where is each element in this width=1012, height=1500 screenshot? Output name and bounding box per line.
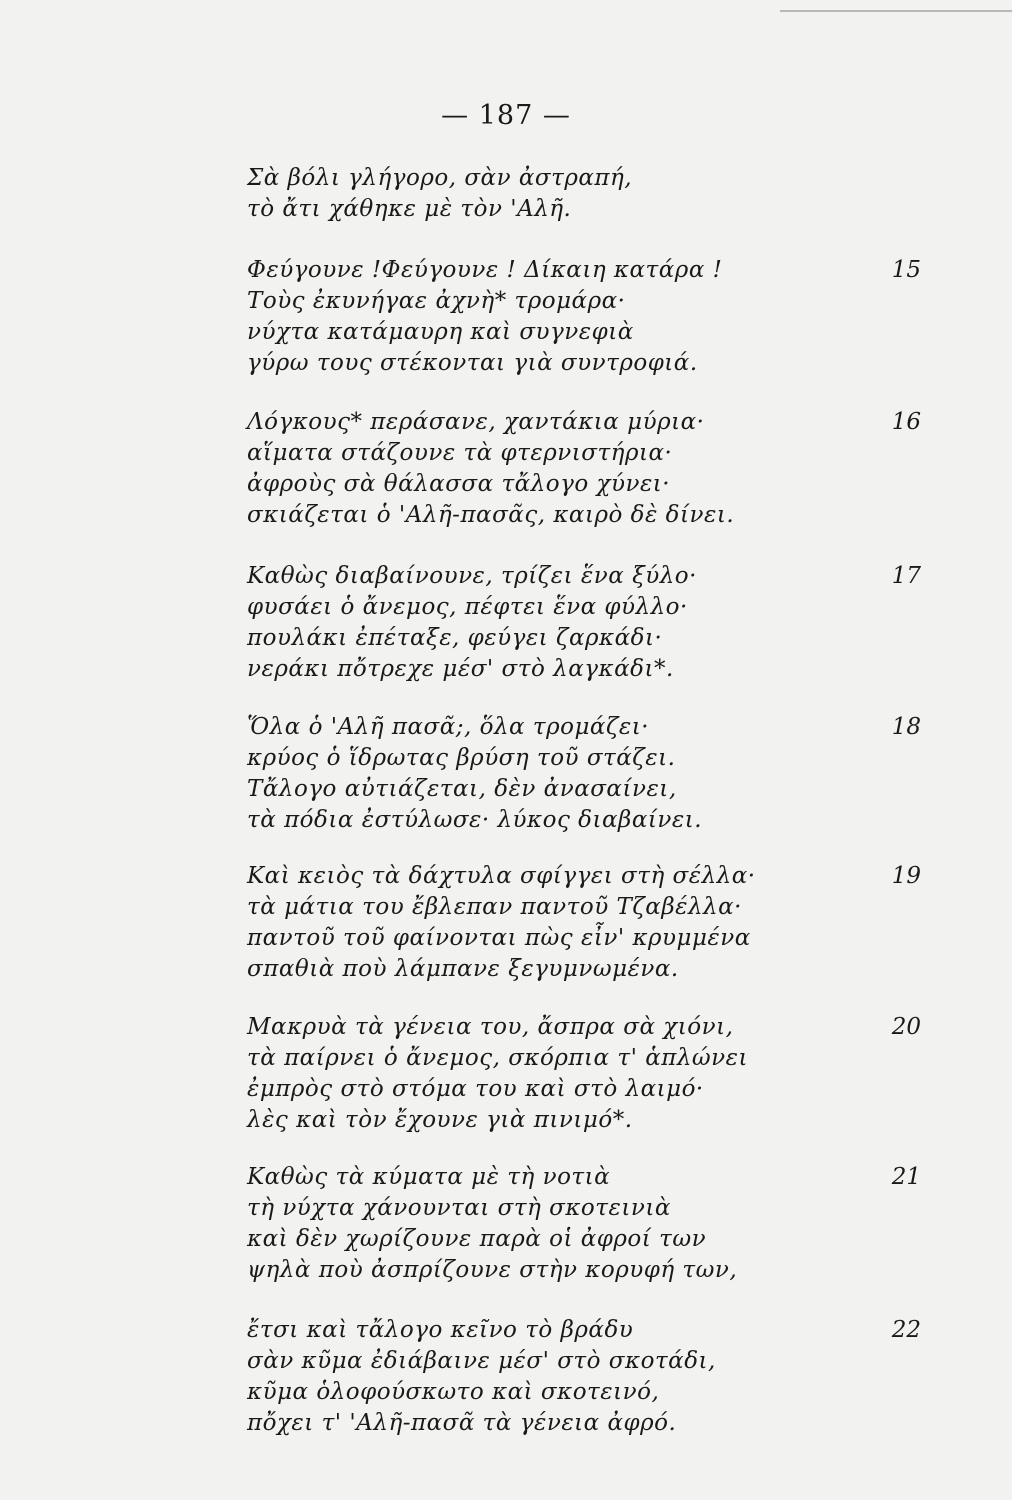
stanza-line: Μακρυὰ τὰ γένεια του, ἄσπρα σὰ χιόνι, — [247, 1014, 734, 1040]
stanza-line: αἵματα στάζουνε τὰ φτερνιστήρια· — [247, 440, 673, 466]
stanza-number: 17 — [891, 563, 921, 589]
stanza-line: φυσάει ὁ ἄνεμος, πέφτει ἕνα φύλλο· — [247, 594, 688, 620]
stanza-line: Καθὼς διαβαίνουνε, τρίζει ἕνα ξύλο· — [247, 563, 697, 589]
stanza-18 — [247, 712, 967, 836]
stanza-line: κρύος ὁ ἵδρωτας βρύση τοῦ στάζει. — [247, 745, 676, 771]
stanza-line: τὰ πόδια ἐστύλωσε· λύκος διαβαίνει. — [247, 807, 703, 833]
stanza-number: 18 — [891, 714, 921, 740]
stanza-line: πὄχει τ' 'Αλῆ-πασᾶ τὰ γένεια ἀφρό. — [247, 1410, 677, 1436]
stanza-line: παντοῦ τοῦ φαίνονται πὼς εἶν' κρυμμένα — [247, 925, 751, 951]
stanza-line: Τοὺς ἐκυνήγαε ἀχνὴ* τρομάρα· — [247, 288, 626, 314]
stanza-line: τὰ μάτια του ἔβλεπαν παντοῦ Τζαβέλλα· — [247, 894, 742, 920]
stanza-line: σὰν κῦμα ἐδιάβαινε μέσ' στὸ σκοτάδι, — [247, 1348, 716, 1374]
stanza-line: καὶ δὲν χωρίζουνε παρὰ οἱ ἀφροί των — [247, 1226, 707, 1252]
stanza-16 — [247, 407, 967, 531]
page-number: — 187 — — [441, 100, 571, 131]
stanza-line: Τἄλογο αὐτιάζεται, δὲν ἀνασαίνει, — [247, 776, 677, 802]
stanza-number: 22 — [891, 1317, 921, 1343]
stanza-20 — [247, 1012, 967, 1136]
stanza-line: τὸ ἄτι χάθηκε μὲ τὸν 'Αλῆ. — [247, 196, 572, 222]
stanza-line: λὲς καὶ τὸν ἔχουνε γιὰ πινιμό*. — [247, 1107, 633, 1133]
stanza-line: πουλάκι ἐπέταξε, φεύγει ζαρκάδι· — [247, 625, 663, 651]
stanza-1 — [247, 163, 967, 225]
stanza-number: 21 — [891, 1164, 921, 1190]
stanza-line: νύχτα κατάμαυρη καὶ συγνεφιὰ — [247, 319, 634, 345]
stanza-line: Λόγκους* περάσανε, χαντάκια μύρια· — [247, 409, 705, 435]
stanza-line: Φεύγουνε !Φεύγουνε ! Δίκαιη κατάρα ! — [247, 257, 723, 283]
stanza-line: ἔτσι καὶ τἄλογο κεῖνο τὸ βράδυ — [247, 1317, 634, 1343]
stanza-line: ἀφροὺς σὰ θάλασσα τἄλογο χύνει· — [247, 471, 671, 497]
stanza-number: 16 — [891, 409, 921, 435]
stanza-number: 19 — [891, 863, 921, 889]
stanza-19 — [247, 861, 967, 985]
stanza-line: Ὅλα ὁ 'Αλῆ πασᾶ;, ὅλα τρομάζει· — [247, 714, 650, 740]
stanza-line: σπαθιὰ ποὺ λάμπανε ξεγυμνωμένα. — [247, 956, 679, 982]
stanza-number: 20 — [891, 1014, 921, 1040]
stanza-line: Καὶ κειὸς τὰ δάχτυλα σφίγγει στὴ σέλλα· — [247, 863, 756, 889]
stanza-line: ψηλὰ ποὺ ἀσπρίζουνε στὴν κορυφή των, — [247, 1257, 738, 1283]
stanza-line: τὴ νύχτα χάνουνται στὴ σκοτεινιὰ — [247, 1195, 671, 1221]
stanza-line: Καθὼς τὰ κύματα μὲ τὴ νοτιὰ — [247, 1164, 611, 1190]
stanza-line: Σὰ βόλι γλήγορο, σὰν ἀστραπή, — [247, 165, 633, 191]
stanza-line: σκιάζεται ὁ 'Αλῆ-πασᾶς, καιρὸ δὲ δίνει. — [247, 502, 735, 528]
stanza-line: κῦμα ὁλοφούσκωτο καὶ σκοτεινό, — [247, 1379, 660, 1405]
stanza-17 — [247, 561, 967, 685]
stanza-22 — [247, 1315, 967, 1439]
stanza-line: ἐμπρὸς στὸ στόμα του καὶ στὸ λαιμό· — [247, 1076, 704, 1102]
stanza-15 — [247, 255, 967, 379]
stanza-21 — [247, 1162, 967, 1286]
stanza-line: γύρω τους στέκονται γιὰ συντροφιά. — [247, 350, 698, 376]
stanza-line: νεράκι πὄτρεχε μέσ' στὸ λαγκάδι*. — [247, 656, 674, 682]
stanza-line: τὰ παίρνει ὁ ἄνεμος, σκόρπια τ' ἁπλώνει — [247, 1045, 749, 1071]
stanza-number: 15 — [891, 257, 921, 283]
